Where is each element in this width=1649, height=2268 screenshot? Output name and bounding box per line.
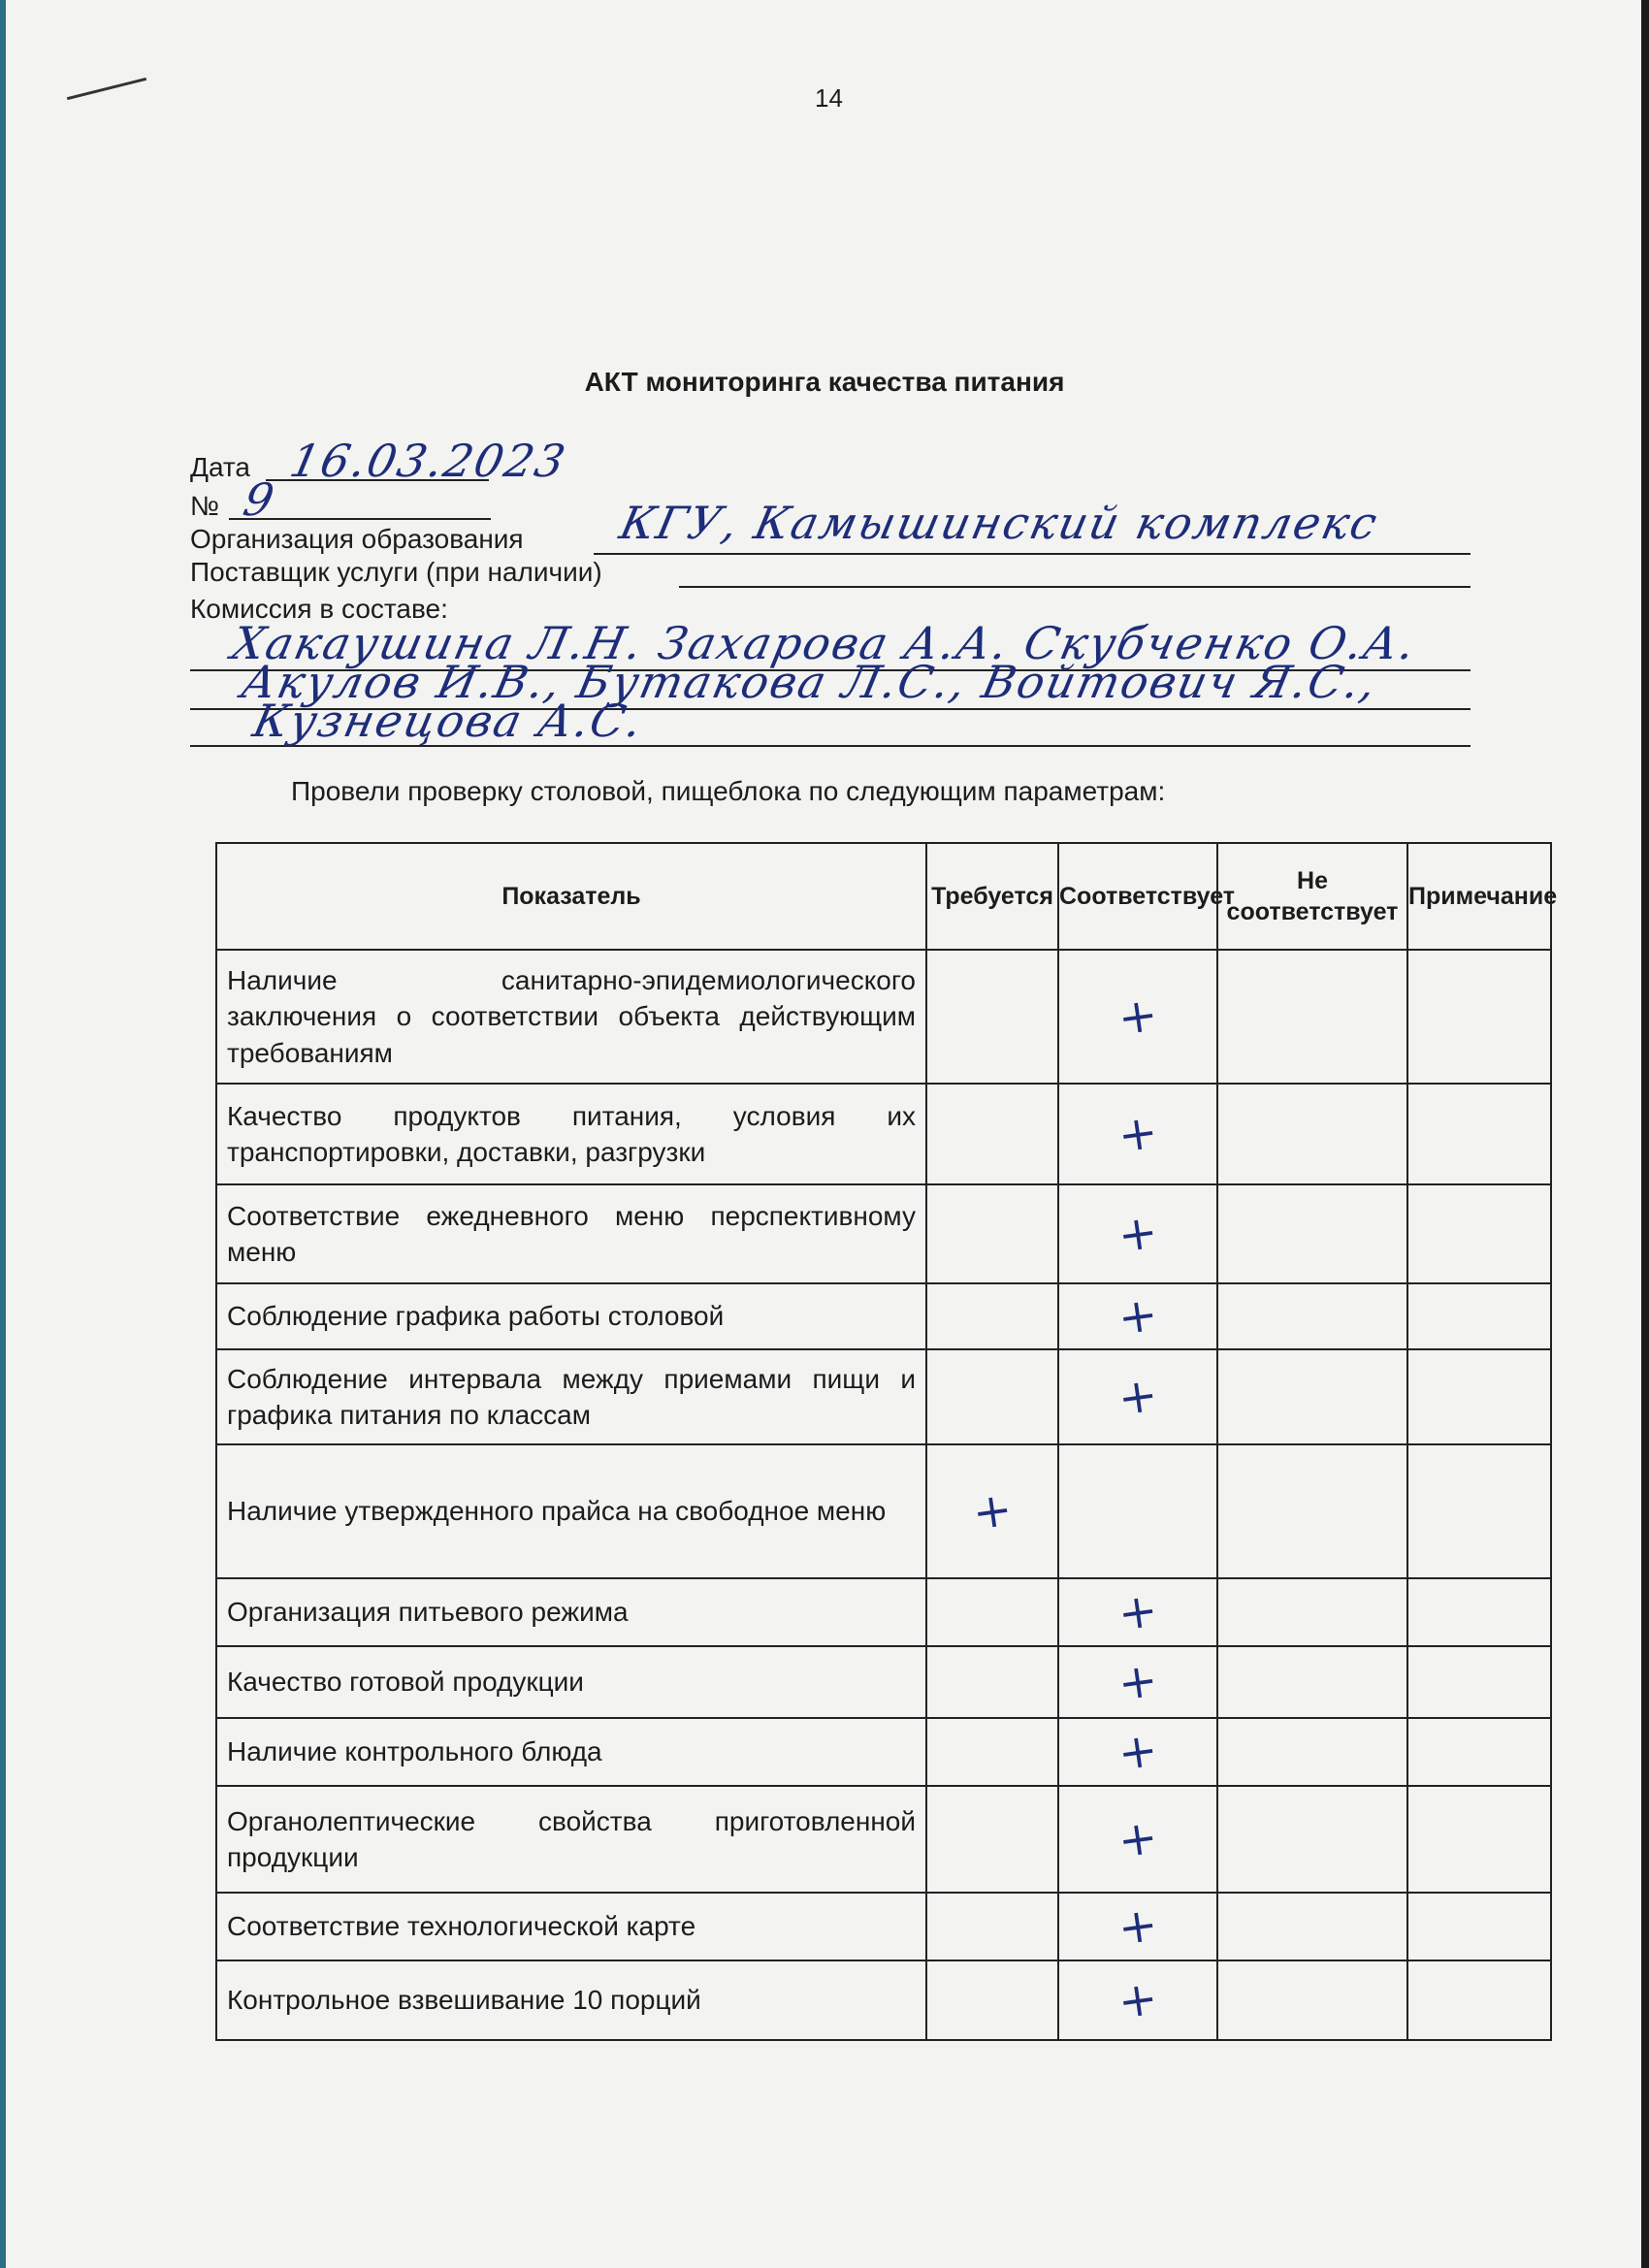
- table-row: [216, 1786, 1551, 1893]
- commission-member-line-1: Хакаушина Л.Н. Захарова А.А. Скубченко О.А.: [227, 617, 1422, 669]
- organization-value: КГУ, Камышинский комплекс: [615, 497, 1384, 549]
- note-cell: [1407, 1084, 1551, 1184]
- required-cell: [926, 1444, 1058, 1578]
- table-row: [216, 1184, 1551, 1283]
- indicator-cell: Наличие утвержденного прайса на свободное меню: [216, 1444, 926, 1578]
- header-required: Требуется: [926, 843, 1058, 950]
- handwritten-mark: +: [1115, 987, 1161, 1047]
- note-cell: [1407, 1960, 1551, 2040]
- complies-cell: [1058, 1646, 1217, 1718]
- table-header-row: [216, 843, 1551, 950]
- note-cell: [1407, 1349, 1551, 1444]
- header-not-complies: Не соответствует: [1217, 843, 1407, 950]
- indicator-cell: Контрольное взвешивание 10 порций: [216, 1960, 926, 2040]
- handwritten-mark: +: [1115, 1582, 1161, 1642]
- indicator-cell: Наличие санитарно-эпидемиологического заключения о соответствии объекта действующим требованиям: [216, 950, 926, 1084]
- header-complies: Соответствует: [1058, 843, 1217, 950]
- commission-label: Комиссия в составе:: [190, 594, 448, 624]
- handwritten-mark: +: [1115, 1809, 1161, 1869]
- handwritten-mark: +: [1115, 1204, 1161, 1264]
- handwritten-mark: +: [1115, 1104, 1161, 1164]
- table-row: [216, 1646, 1551, 1718]
- not-complies-cell: [1217, 1646, 1407, 1718]
- complies-cell: [1058, 1184, 1217, 1283]
- organization-label: Организация образования: [190, 524, 524, 554]
- not-complies-cell: [1217, 950, 1407, 1084]
- indicator-cell: Качество готовой продукции: [216, 1646, 926, 1718]
- required-cell: [926, 1786, 1058, 1893]
- commission-member-line-2: Акулов И.В., Бутакова Л.С., Войтович Я.С.,: [237, 656, 1383, 708]
- required-cell: [926, 1578, 1058, 1646]
- table-row: [216, 1084, 1551, 1184]
- table-row: [216, 1283, 1551, 1349]
- complies-cell: [1058, 1960, 1217, 2040]
- indicator-cell: Органолептические свойства приготовленной продукции: [216, 1786, 926, 1893]
- commission-member-line-3: Кузнецова А.С.: [248, 695, 649, 747]
- number-label: №: [190, 491, 220, 521]
- supplier-label: Поставщик услуги (при наличии): [190, 557, 602, 587]
- note-cell: [1407, 1283, 1551, 1349]
- note-cell: [1407, 1893, 1551, 1960]
- not-complies-cell: [1217, 1786, 1407, 1893]
- table-row: [216, 1349, 1551, 1444]
- complies-cell: [1058, 1786, 1217, 1893]
- required-cell: [926, 1184, 1058, 1283]
- complies-cell: [1058, 950, 1217, 1084]
- handwritten-mark: +: [1115, 1652, 1161, 1712]
- scan-edge-right: [1641, 0, 1649, 2268]
- complies-cell: [1058, 1893, 1217, 1960]
- header-indicator: Показатель: [216, 843, 926, 950]
- not-complies-cell: [1217, 1349, 1407, 1444]
- table-row: [216, 1960, 1551, 2040]
- required-cell: [926, 1646, 1058, 1718]
- not-complies-cell: [1217, 1578, 1407, 1646]
- note-cell: [1407, 1646, 1551, 1718]
- required-cell: [926, 1349, 1058, 1444]
- intro-text: Провели проверку столовой, пищеблока по следующим параметрам:: [291, 776, 1166, 806]
- not-complies-cell: [1217, 1444, 1407, 1578]
- handwritten-mark: +: [1115, 1896, 1161, 1957]
- required-cell: [926, 1283, 1058, 1349]
- indicator-cell: Соответствие ежедневного меню перспективному меню: [216, 1184, 926, 1283]
- indicator-cell: Качество продуктов питания, условия их транспортировки, доставки, разгрузки: [216, 1084, 926, 1184]
- note-cell: [1407, 1718, 1551, 1786]
- complies-cell: [1058, 1718, 1217, 1786]
- handwritten-mark: +: [969, 1481, 1016, 1541]
- not-complies-cell: [1217, 1718, 1407, 1786]
- required-cell: [926, 1718, 1058, 1786]
- table-row: [216, 1893, 1551, 1960]
- document-title: АКТ мониторинга качества питания: [584, 367, 1065, 397]
- page-number: 14: [815, 83, 843, 113]
- indicator-cell: Соблюдение графика работы столовой: [216, 1283, 926, 1349]
- handwritten-mark: +: [1115, 1286, 1161, 1346]
- required-cell: [926, 950, 1058, 1084]
- not-complies-cell: [1217, 1960, 1407, 2040]
- not-complies-cell: [1217, 1084, 1407, 1184]
- complies-cell: [1058, 1444, 1217, 1578]
- complies-cell: [1058, 1578, 1217, 1646]
- indicator-cell: Организация питьевого режима: [216, 1578, 926, 1646]
- table-row: [216, 1718, 1551, 1786]
- pen-stroke: [67, 78, 146, 100]
- required-cell: [926, 1084, 1058, 1184]
- indicator-cell: Наличие контрольного блюда: [216, 1718, 926, 1786]
- not-complies-cell: [1217, 1893, 1407, 1960]
- number-value: 9: [239, 473, 281, 526]
- not-complies-cell: [1217, 1184, 1407, 1283]
- complies-cell: [1058, 1084, 1217, 1184]
- date-value: 16.03.2023: [285, 435, 572, 487]
- scan-edge-left: [0, 0, 6, 2268]
- note-cell: [1407, 1578, 1551, 1646]
- indicator-cell: Соблюдение интервала между приемами пищи и графика питания по классам: [216, 1349, 926, 1444]
- note-cell: [1407, 1184, 1551, 1283]
- table-row: [216, 1578, 1551, 1646]
- header-note: Примечание: [1407, 843, 1551, 950]
- inspection-table: [215, 842, 1558, 2041]
- not-complies-cell: [1217, 1283, 1407, 1349]
- supplier-line: [679, 586, 1471, 588]
- handwritten-mark: +: [1115, 1970, 1161, 2030]
- organization-line: [594, 553, 1471, 555]
- complies-cell: [1058, 1283, 1217, 1349]
- note-cell: [1407, 1786, 1551, 1893]
- handwritten-mark: +: [1115, 1367, 1161, 1427]
- table-row: [216, 1444, 1551, 1578]
- complies-cell: [1058, 1349, 1217, 1444]
- date-label: Дата: [190, 452, 251, 482]
- note-cell: [1407, 950, 1551, 1084]
- required-cell: [926, 1960, 1058, 2040]
- indicator-cell: Соответствие технологической карте: [216, 1893, 926, 1960]
- note-cell: [1407, 1444, 1551, 1578]
- handwritten-mark: +: [1115, 1722, 1161, 1782]
- required-cell: [926, 1893, 1058, 1960]
- table-row: [216, 950, 1551, 1084]
